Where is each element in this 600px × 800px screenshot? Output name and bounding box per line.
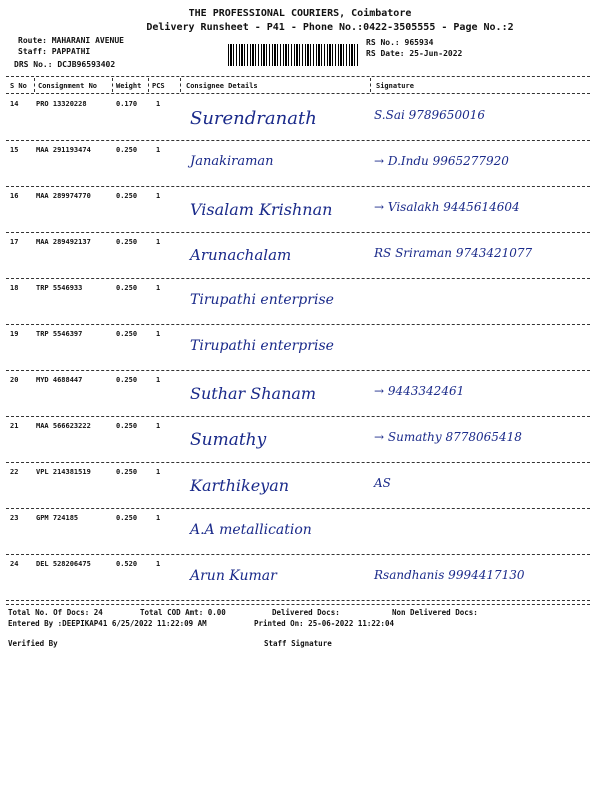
row-pcs: 1 bbox=[156, 514, 161, 522]
row-consignment: VPL 214381519 bbox=[36, 468, 91, 476]
row-consignment: MAA 289492137 bbox=[36, 238, 91, 246]
row-weight: 0.250 bbox=[116, 422, 138, 430]
row-sno: 17 bbox=[10, 238, 19, 246]
row-consignee-handwriting: Sumathy bbox=[190, 430, 267, 450]
row-sno: 21 bbox=[10, 422, 19, 430]
col-weight: Weight bbox=[116, 82, 142, 90]
row-consignee-handwriting: Suthar Shanam bbox=[190, 384, 317, 403]
staff-label: Staff: PAPPATHI bbox=[18, 47, 91, 56]
barcode-image bbox=[228, 44, 360, 66]
staff-signature: Staff Signature bbox=[264, 639, 332, 648]
row-sno: 24 bbox=[10, 560, 19, 568]
row-divider bbox=[6, 370, 590, 371]
row-signature-handwriting: → Visalakh 9445614604 bbox=[374, 200, 520, 214]
row-consignment: MAA 566623222 bbox=[36, 422, 91, 430]
row-weight: 0.250 bbox=[116, 146, 138, 154]
row-pcs: 1 bbox=[156, 376, 161, 384]
row-weight: 0.250 bbox=[116, 514, 138, 522]
row-weight: 0.250 bbox=[116, 192, 138, 200]
row-divider bbox=[6, 508, 590, 509]
row-pcs: 1 bbox=[156, 238, 161, 246]
row-signature-handwriting: RS Sriraman 9743421077 bbox=[374, 246, 533, 260]
row-weight: 0.520 bbox=[116, 560, 138, 568]
row-pcs: 1 bbox=[156, 284, 161, 292]
col-sep bbox=[112, 78, 113, 92]
row-consignee-handwriting: Karthikeyan bbox=[190, 476, 290, 495]
row-pcs: 1 bbox=[156, 468, 161, 476]
row-sno: 15 bbox=[10, 146, 19, 154]
rs-date: RS Date: 25-Jun-2022 bbox=[366, 49, 463, 58]
row-divider bbox=[6, 600, 590, 601]
row-consignment: TRP 5546933 bbox=[36, 284, 83, 292]
row-sno: 14 bbox=[10, 100, 19, 108]
row-consignee-handwriting: Tirupathi enterprise bbox=[190, 292, 334, 308]
row-consignment: MYD 4688447 bbox=[36, 376, 83, 384]
row-sno: 22 bbox=[10, 468, 19, 476]
col-sep bbox=[180, 78, 181, 92]
row-pcs: 1 bbox=[156, 100, 161, 108]
row-divider bbox=[6, 278, 590, 279]
row-sno: 23 bbox=[10, 514, 19, 522]
row-divider bbox=[6, 186, 590, 187]
row-consignment: PRO 13320228 bbox=[36, 100, 87, 108]
runsheet-title: Delivery Runsheet - P41 - Phone No.:0422-3505555 - Page No.:2 bbox=[146, 22, 514, 33]
col-signature: Signature bbox=[376, 82, 414, 90]
row-signature-handwriting: S.Sai 9789650016 bbox=[374, 108, 485, 122]
row-sno: 16 bbox=[10, 192, 19, 200]
row-pcs: 1 bbox=[156, 560, 161, 568]
row-consignee-handwriting: A.A metallication bbox=[190, 522, 312, 538]
row-sno: 19 bbox=[10, 330, 19, 338]
row-signature-handwriting: → Sumathy 8778065418 bbox=[374, 430, 522, 444]
row-sno: 20 bbox=[10, 376, 19, 384]
col-consignment: Consignment No bbox=[38, 82, 98, 90]
delivered-docs: Delivered Docs: bbox=[272, 608, 340, 617]
row-signature-handwriting: → D.Indu 9965277920 bbox=[374, 154, 509, 168]
col-sno: S No bbox=[10, 82, 27, 90]
header-divider bbox=[6, 76, 590, 77]
verified-by: Verified By bbox=[8, 639, 58, 648]
col-sep bbox=[34, 78, 35, 92]
row-consignee-handwriting: Janakiraman bbox=[190, 154, 274, 169]
col-consignee: Consignee Details bbox=[186, 82, 258, 90]
row-divider bbox=[6, 324, 590, 325]
row-consignment: DEL 528206475 bbox=[36, 560, 91, 568]
row-consignee-handwriting: Arun Kumar bbox=[190, 568, 277, 584]
row-pcs: 1 bbox=[156, 422, 161, 430]
drs-number: DRS No.: DCJB96593402 bbox=[14, 60, 116, 69]
rs-number: RS No.: 965934 bbox=[366, 38, 434, 47]
route-label: Route: MAHARANI AVENUE bbox=[18, 36, 124, 45]
row-weight: 0.250 bbox=[116, 238, 138, 246]
row-pcs: 1 bbox=[156, 146, 161, 154]
row-divider bbox=[6, 140, 590, 141]
non-delivered-docs: Non Delivered Docs: bbox=[392, 608, 478, 617]
total-docs: Total No. Of Docs: 24 bbox=[8, 608, 103, 617]
row-signature-handwriting: → 9443342461 bbox=[374, 384, 465, 398]
row-consignment: TRP 5546397 bbox=[36, 330, 83, 338]
row-consignment: GPM 724185 bbox=[36, 514, 79, 522]
row-consignee-handwriting: Tirupathi enterprise bbox=[190, 338, 334, 354]
row-consignee-handwriting: Surendranath bbox=[190, 108, 317, 129]
row-divider bbox=[6, 554, 590, 555]
row-divider bbox=[6, 462, 590, 463]
total-cod: Total COD Amt: 0.00 bbox=[140, 608, 226, 617]
row-weight: 0.250 bbox=[116, 330, 138, 338]
row-consignment: MAA 291193474 bbox=[36, 146, 91, 154]
row-divider bbox=[6, 416, 590, 417]
entered-by: Entered By :DEEPIKAP41 6/25/2022 11:22:09 AM bbox=[8, 619, 207, 628]
printed-on: Printed On: 25-06-2022 11:22:04 bbox=[254, 619, 394, 628]
footer-divider bbox=[6, 604, 590, 605]
row-consignment: MAA 289974770 bbox=[36, 192, 91, 200]
row-divider bbox=[6, 232, 590, 233]
row-consignee-handwriting: Arunachalam bbox=[190, 246, 292, 264]
company-title: THE PROFESSIONAL COURIERS, Coimbatore bbox=[188, 8, 412, 19]
row-pcs: 1 bbox=[156, 330, 161, 338]
col-sep bbox=[148, 78, 149, 92]
row-signature-handwriting: Rsandhanis 9994417130 bbox=[374, 568, 525, 582]
row-consignee-handwriting: Visalam Krishnan bbox=[190, 200, 333, 219]
row-weight: 0.250 bbox=[116, 284, 138, 292]
row-sno: 18 bbox=[10, 284, 19, 292]
row-weight: 0.250 bbox=[116, 468, 138, 476]
column-header-divider bbox=[6, 93, 590, 94]
row-weight: 0.250 bbox=[116, 376, 138, 384]
col-pcs: PCS bbox=[152, 82, 165, 90]
row-weight: 0.170 bbox=[116, 100, 138, 108]
row-signature-handwriting: AS bbox=[374, 476, 391, 490]
col-sep bbox=[370, 78, 371, 92]
row-pcs: 1 bbox=[156, 192, 161, 200]
